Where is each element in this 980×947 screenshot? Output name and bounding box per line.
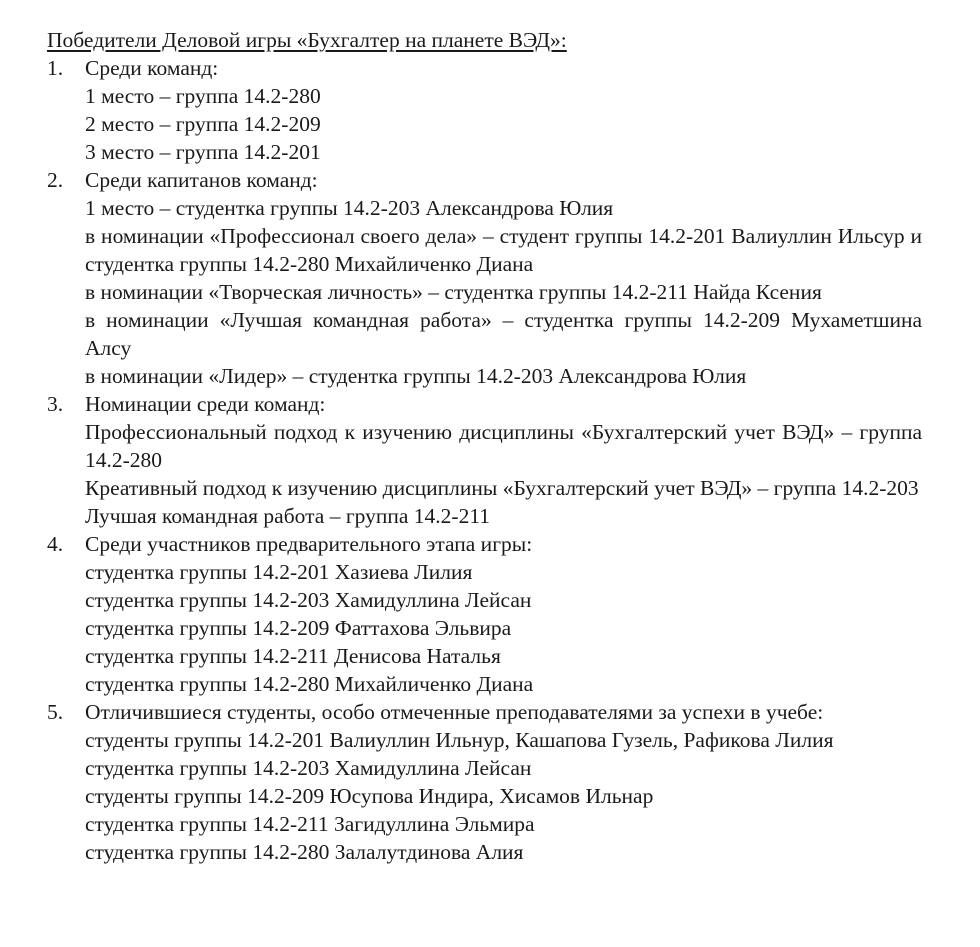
list-item: Креативный подход к изучению дисциплины «Бухгалтерский учет ВЭД» – группа 14.2-203 bbox=[85, 476, 919, 500]
list-item: студентка группы 14.2-203 Хамидуллина Лейсан bbox=[85, 756, 532, 780]
section-captains bbox=[47, 166, 922, 390]
list-item: в номинации «Лидер» – студентка группы 14.2-203 Александрова Юлия bbox=[85, 364, 747, 388]
section-heading: Среди участников предварительного этапа игры: bbox=[85, 532, 533, 556]
list-item: студентка группы 14.2-211 Денисова Наталья bbox=[85, 644, 501, 668]
list-item: Лучшая командная работа – группа 14.2-211 bbox=[85, 504, 491, 528]
section-number: 2. bbox=[47, 168, 64, 192]
list-item: Профессиональный подход к изучению дисциплины «Бухгалтерский учет ВЭД» – группа 14.2-280 bbox=[85, 420, 922, 472]
section-heading: Среди капитанов команд: bbox=[85, 168, 318, 192]
section-number: 3. bbox=[47, 392, 64, 416]
list-item: в номинации «Профессионал своего дела» – студент группы 14.2-201 Валиуллин Ильсур и студентка группы 14.2-280 Михайличенко Диана bbox=[85, 224, 922, 276]
section-heading: Отличившиеся студенты, особо отмеченные преподавателями за успехи в учебе: bbox=[85, 700, 824, 724]
list-item: студентка группы 14.2-280 Залалутдинова Алия bbox=[85, 840, 524, 864]
list-item: 2 место – группа 14.2-209 bbox=[85, 112, 321, 136]
list-item: студентка группы 14.2-280 Михайличенко Диана bbox=[85, 672, 534, 696]
list-item: студентка группы 14.2-209 Фаттахова Эльвира bbox=[85, 616, 512, 640]
section-number: 5. bbox=[47, 700, 64, 724]
list-item: студентка группы 14.2-211 Загидуллина Эльмира bbox=[85, 812, 535, 836]
section-number: 4. bbox=[47, 532, 64, 556]
section-distinguished-students bbox=[47, 698, 922, 866]
list-item: студенты группы 14.2-201 Валиуллин Ильнур, Кашапова Гузель, Рафикова Лилия bbox=[85, 728, 834, 752]
list-item: 1 место – группа 14.2-280 bbox=[85, 84, 321, 108]
document-page bbox=[47, 26, 922, 866]
section-teams bbox=[47, 54, 922, 166]
section-heading: Номинации среди команд: bbox=[85, 392, 326, 416]
list-item: 1 место – студентка группы 14.2-203 Александрова Юлия bbox=[85, 196, 614, 220]
section-preliminary-stage bbox=[47, 530, 922, 698]
list-item: 3 место – группа 14.2-201 bbox=[85, 140, 321, 164]
document-title: Победители Деловой игры «Бухгалтер на планете ВЭД»: bbox=[47, 28, 567, 52]
list-item: в номинации «Творческая личность» – студентка группы 14.2-211 Найда Ксения bbox=[85, 280, 822, 304]
list-item: в номинации «Лучшая командная работа» – студентка группы 14.2-209 Мухаметшина Алсу bbox=[85, 308, 922, 360]
list-item: студентка группы 14.2-203 Хамидуллина Лейсан bbox=[85, 588, 532, 612]
section-number: 1. bbox=[47, 56, 64, 80]
list-item: студентка группы 14.2-201 Хазиева Лилия bbox=[85, 560, 473, 584]
section-team-nominations bbox=[47, 390, 922, 530]
section-heading: Среди команд: bbox=[85, 56, 219, 80]
list-item: студенты группы 14.2-209 Юсупова Индира, Хисамов Ильнар bbox=[85, 784, 654, 808]
